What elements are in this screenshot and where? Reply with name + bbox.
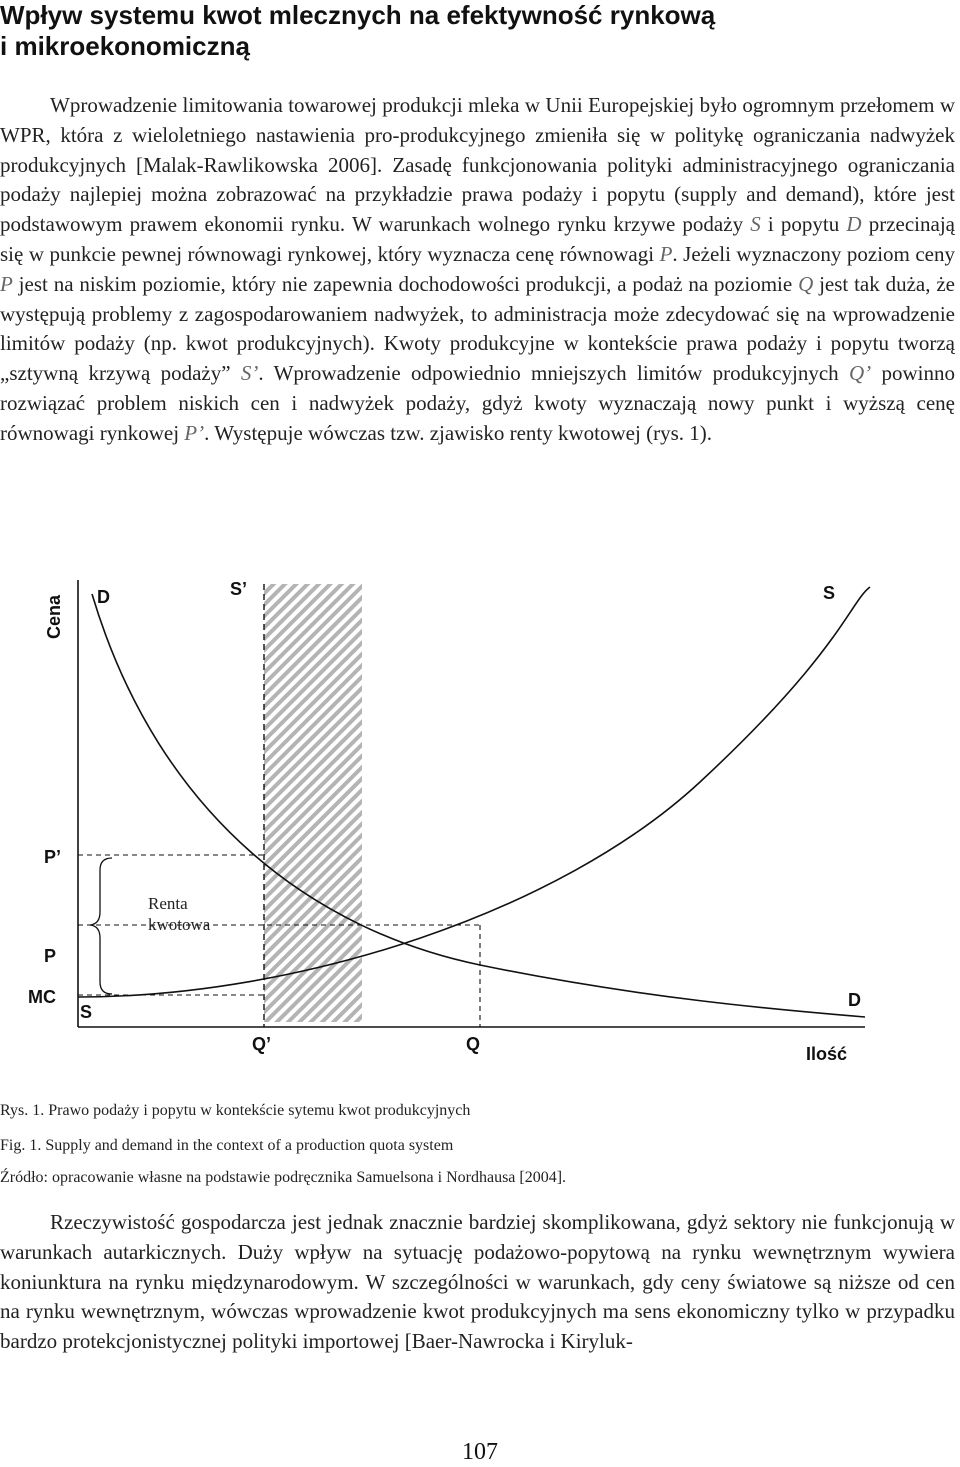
text-run: powinno rozwiązać problem niskich cen i nadwyżek podaży, gdyż kwoty wyznaczają nowy punkt i wyższą cenę równowagi rynkowej bbox=[0, 361, 955, 445]
article-title bbox=[0, 0, 960, 62]
demand-label-top: D bbox=[97, 587, 110, 607]
text-run: Wprowadzenie limitowania towarowej produkcji mleka w Unii Europejskiej było ogromnym przełomem w WPR, która z wieloletniego nastawienia pro-produkcyjnego zmieniła się w politykę ograniczania nadwyżek produkcyjnych [Malak-Rawlikowska 2006]. Zasadę funkcjonowania polityki administracyjnego ograniczania podaży najlepiej można zobrazować na przykładzie prawa podaży i popytu (supply and demand), które jest podstawowym prawem ekonomii rynku. W warunkach wolnego rynku krzywe podaży bbox=[0, 93, 955, 237]
symbol-q: Q bbox=[798, 271, 814, 296]
symbol-s: S bbox=[750, 212, 761, 237]
symbol-p: P bbox=[659, 241, 673, 266]
supply-label-bottom: S bbox=[80, 1002, 93, 1022]
rent-label-line-1: Renta bbox=[148, 894, 188, 913]
page-number: 107 bbox=[462, 1439, 498, 1465]
caption-pl: Rys. 1. Prawo podaży i popytu w kontekście sytemu kwot produkcyjnych bbox=[0, 1102, 471, 1119]
text-run: . Wprowadzenie odpowiednio mniejszych limitów produkcyjnych bbox=[258, 361, 849, 386]
mc-label: MC bbox=[28, 987, 56, 1007]
demand-label-bottom: D bbox=[848, 990, 861, 1010]
quantity-quota-label: Q’ bbox=[252, 1034, 272, 1054]
title-line-2: i mikroekonomiczną bbox=[0, 31, 250, 61]
quota-band bbox=[264, 584, 362, 1022]
caption-source: Źródło: opracowanie własne na podstawie podręcznika Samuelsona i Nordhausa [2004]. bbox=[0, 1169, 567, 1186]
caption-en: Fig. 1. Supply and demand in the context of a production quota system bbox=[0, 1137, 454, 1154]
text-run: . Występuje wówczas tzw. zjawisko renty kwotowej (rys. 1). bbox=[204, 420, 712, 445]
y-axis-label: Cena bbox=[44, 594, 64, 639]
body-paragraph: Rzeczywistość gospodarcza jest jednak znacznie bardziej skomplikowana, gdyż sektory nie funkcjonują w warunkach autarkicznych. Duży wpływ na sytuację podażowo-popytową na rynku wewnętrznym wywiera koniunktura na rynku międzynarodowym. W szczególności w warunkach, gdy ceny światowe są niższe od cen na rynku wewnętrznym, wówczas wprowadzenie kwot produkcyjnych ma sens ekonomiczny tylko w przypadku bardzo protekcjonistycznej polityki importowej [Baer-Nawrocka i Kiryluk- bbox=[0, 1210, 955, 1354]
x-axis-label: Ilość bbox=[806, 1044, 848, 1064]
quota-supply-label: S’ bbox=[230, 579, 248, 599]
demand-curve bbox=[92, 594, 865, 1017]
supply-demand-figure bbox=[0, 572, 960, 1092]
text-run: jest tak duża, że występują problemy z zagospodarowaniem nadwyżek, to administracja może zdecydować się na wprowadzenie limitów podaży (np. kwot produkcyjnych). Kwoty produkcyjne w kontekście prawa podaży i popytu tworzą „sztywną krzywą podaży” bbox=[0, 271, 955, 386]
text-run: przecinają się w punkcie pewnej równowagi rynkowej, który wyznacza cenę równowagi bbox=[0, 212, 955, 266]
text-run: . Jeżeli wyznaczony poziom ceny bbox=[672, 241, 955, 266]
title-line-1: Wpływ systemu kwot mlecznych na efektywność rynkową bbox=[0, 0, 716, 30]
quantity-label: Q bbox=[466, 1034, 481, 1054]
text-run: jest na niskim poziomie, który nie zapewnia dochodowości produkcji, a podaż na poziomie bbox=[12, 271, 799, 296]
text-run: i popytu bbox=[760, 212, 847, 237]
symbol-s-prime: S’ bbox=[240, 361, 259, 386]
symbol-p-prime: P’ bbox=[184, 420, 205, 445]
rent-label-line-2: kwotowa bbox=[148, 915, 211, 934]
price-quota-label: P’ bbox=[44, 847, 62, 867]
price-label: P bbox=[44, 946, 57, 966]
supply-curve bbox=[78, 587, 870, 997]
intro-paragraph bbox=[0, 91, 955, 449]
supply-demand-diagram bbox=[0, 572, 960, 1092]
supply-label-top: S bbox=[823, 583, 836, 603]
symbol-p: P bbox=[0, 271, 13, 296]
rent-brace bbox=[90, 858, 112, 994]
symbol-d: D bbox=[846, 212, 862, 237]
symbol-q-prime: Q’ bbox=[848, 361, 872, 386]
